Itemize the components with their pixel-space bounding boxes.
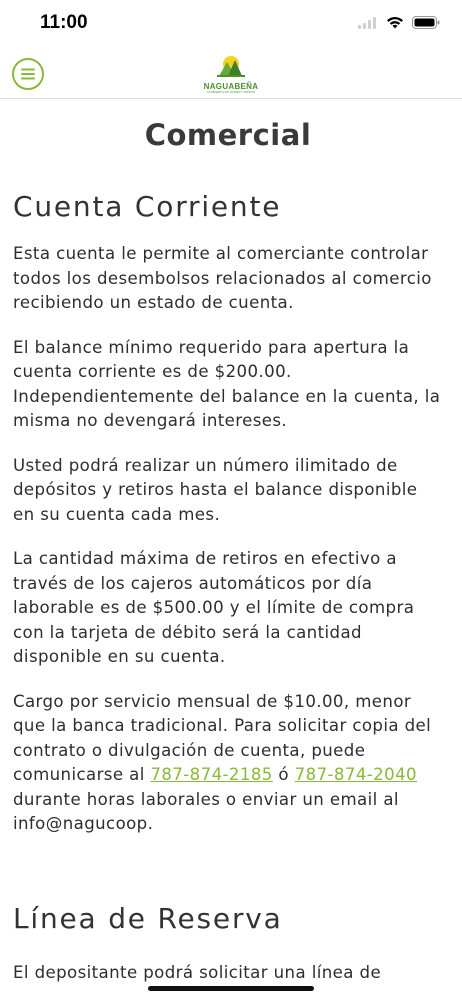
- status-time: 11:00: [40, 12, 88, 33]
- phone-link-2[interactable]: 787-874-2040: [294, 765, 418, 784]
- section-title-cuenta-corriente: Cuenta Corriente: [13, 190, 282, 223]
- wifi-icon: [386, 16, 404, 29]
- paragraph-unlimited-deposits: Usted podrá realizar un número ilimitado de depósitos y retiros hasta el balance disponible en su cuenta cada mes.: [13, 455, 418, 524]
- signal-icon: [358, 17, 378, 29]
- home-indicator[interactable]: [148, 986, 314, 991]
- battery-icon: [412, 16, 440, 29]
- paragraph-atm-limits: La cantidad máxima de retiros en efectivo a través de los cajeros automáticos por día laborable es de $500.00 y el límite de compra con la tarjeta de débito será la cantidad disponible en su cuenta.: [13, 549, 415, 666]
- logo-tagline: COOPERATIVA DE AHORRO Y CRÉDITO: [207, 91, 255, 94]
- paragraph-service-charge: [13, 690, 443, 837]
- section-title-linea-reserva: Línea de Reserva: [13, 901, 283, 935]
- naguabena-logo: [198, 54, 264, 94]
- paragraph-linea-reserva: El depositante podrá solicitar una línea de: [13, 962, 382, 982]
- menu-button[interactable]: [12, 58, 44, 90]
- paragraph-cuenta-description: Esta cuenta le permite al comerciante controlar todos los desembolsos relacionados al comercio recibiendo un estado de cuenta.: [13, 244, 432, 312]
- logo-name: NAGUABEÑA: [203, 82, 259, 91]
- service-charge-text: Cargo por servicio mensual de $10.00, menor que la banca tradicional. Para solicitar copia del contrato o divulgación de cuenta, puede comunicarse al: [13, 691, 432, 784]
- status-icons: [358, 16, 440, 29]
- hamburger-menu-icon: [21, 68, 35, 80]
- nav-bar: [0, 50, 462, 99]
- logo-mark-icon: [211, 54, 251, 78]
- page-title: Comercial: [144, 118, 312, 152]
- status-bar: [0, 0, 462, 50]
- phone-link-1[interactable]: 787-874-2185: [150, 765, 273, 784]
- phone-separator-text: ó: [272, 765, 295, 784]
- contact-hours-text: durante horas laborales o enviar un email al info@nagucoop.: [13, 789, 399, 833]
- paragraph-minimum-balance: El balance mínimo requerido para apertura la cuenta corriente es de $200.00. Independientemente del balance en la cuenta, la misma no devengará intereses.: [13, 337, 441, 430]
- content: [13, 98, 443, 985]
